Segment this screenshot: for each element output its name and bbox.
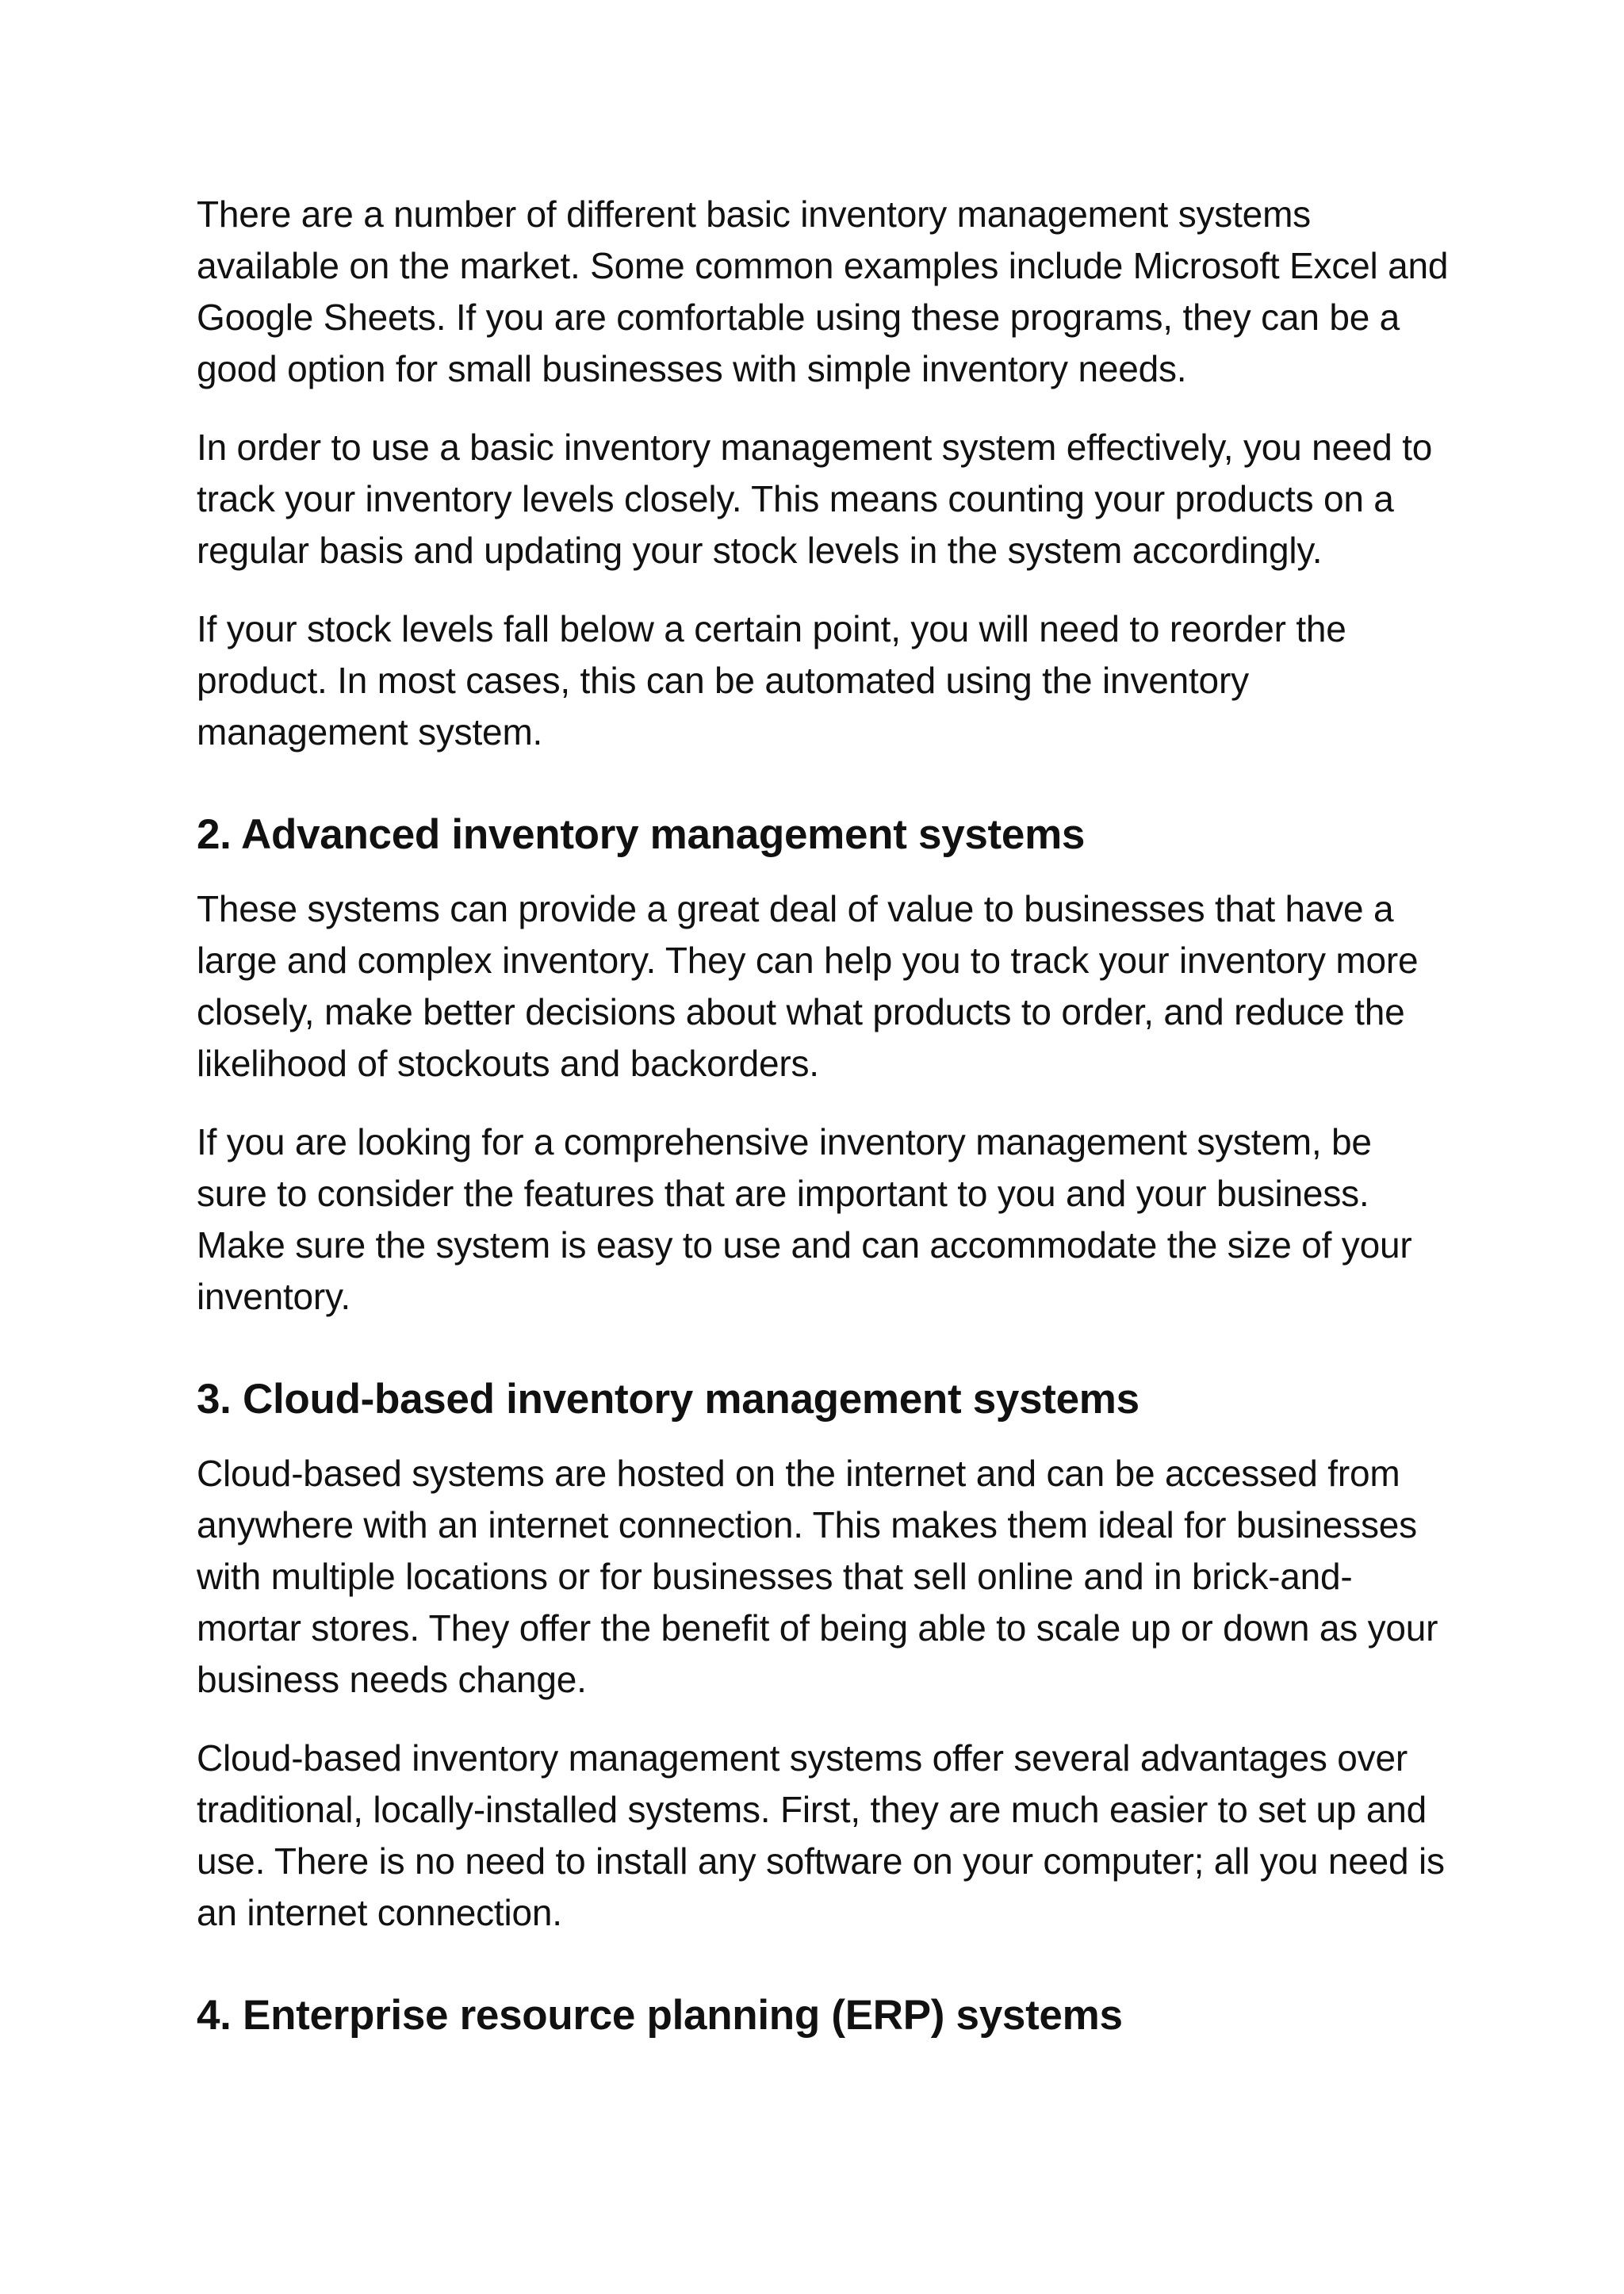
heading-erp-systems: 4. Enterprise resource planning (ERP) systems (197, 1992, 1123, 2039)
paragraph-cloud-systems-advantages: Cloud-based inventory management systems offer several advantages over traditional, locally-installed systems. First, they are much easier to set up and use. There is no need to install any software on your computer; all you need is an internet connection. (197, 1737, 1445, 1933)
paragraph-cloud-systems-hosted: Cloud-based systems are hosted on the internet and can be accessed from anywhere with an internet connection. This makes them ideal for businesses with multiple locations or for businesses that sell online and in brick-and-mortar stores. They offer the benefit of being able to scale up or down as your business needs change. (197, 1453, 1438, 1700)
heading-cloud-systems: 3. Cloud-based inventory management systems (197, 1376, 1139, 1423)
paragraph-basic-systems-tracking: In order to use a basic inventory management system effectively, you need to track your inventory levels closely. This means counting your products on a regular basis and updating your stock levels in the system accordingly. (197, 427, 1433, 571)
paragraph-basic-systems-reorder: If your stock levels fall below a certain point, you will need to reorder the product. In most cases, this can be automated using the inventory management system. (197, 608, 1346, 753)
heading-advanced-systems: 2. Advanced inventory management systems (197, 811, 1086, 858)
paragraph-advanced-systems-features: If you are looking for a comprehensive inventory management system, be sure to consider the features that are important to you and your business. Make sure the system is easy to use and can accommodate the size of your inventory. (197, 1121, 1412, 1317)
paragraph-advanced-systems-value: These systems can provide a great deal of value to businesses that have a large and complex inventory. They can help you to track your inventory more closely, make better decisions about what products to order, and reduce the likelihood of stockouts and backorders. (197, 888, 1419, 1084)
document-page (197, 189, 1450, 2064)
paragraph-basic-systems-intro: There are a number of different basic inventory management systems available on the market. Some common examples include Microsoft Excel and Google Sheets. If you are comfortable using these programs, they can be a good option for small businesses with simple inventory needs. (197, 193, 1449, 389)
